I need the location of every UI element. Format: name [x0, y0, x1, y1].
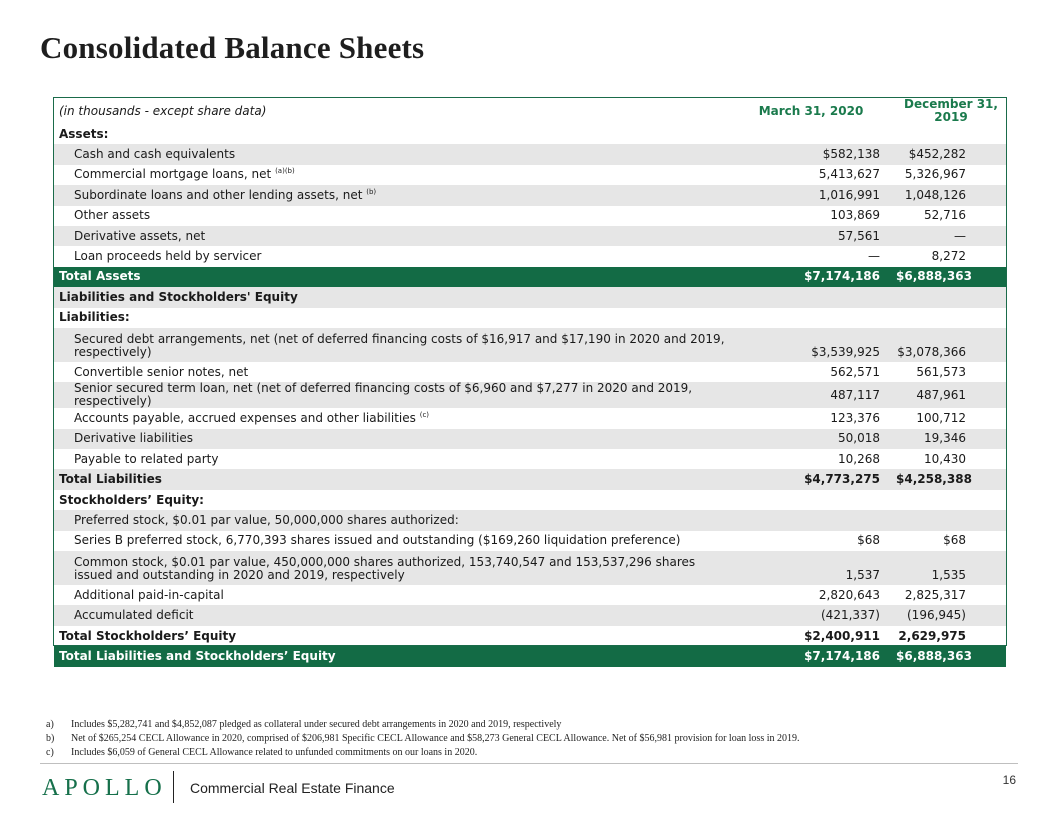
value-december-2019: 8,272	[931, 249, 966, 264]
value-december-2019: 2,629,975	[898, 628, 966, 643]
footnote-text: Includes $6,059 of General CECL Allowance related to unfunded commitments on our loans in 2020.	[71, 747, 478, 758]
footnote-text: Includes $5,282,741 and $4,852,087 pledged as collateral under secured debt arrangements in 2020 and 2019, respectively	[71, 719, 562, 730]
value-december-2019: 487,961	[896, 382, 1006, 408]
footnote-ref: (c)	[419, 410, 430, 419]
value-december-2019	[896, 287, 1006, 307]
footnotes	[46, 718, 800, 760]
table-row	[54, 246, 1006, 266]
row-label: Derivative assets, net	[54, 226, 726, 246]
table-row	[54, 429, 1006, 449]
value-december-2019: $6,888,363	[896, 646, 1006, 666]
value-december-2019: $452,282	[896, 144, 1006, 164]
row-label: Assets:	[59, 126, 109, 141]
value-march-2020: (421,337)	[726, 605, 896, 625]
value-march-2020: 1,016,991	[726, 185, 896, 205]
table-row	[54, 531, 1006, 551]
row-label: Other assets	[74, 208, 151, 223]
row-label: Payable to related party	[74, 451, 219, 466]
footnote-ref: (a)(b)	[275, 167, 295, 176]
value-march-2020: 57,561	[726, 226, 896, 246]
value-march-2020: $2,400,911	[804, 628, 880, 643]
table-row	[54, 585, 1006, 605]
value-december-2019	[896, 308, 1006, 328]
value-march-2020: $3,539,925	[726, 328, 896, 362]
value-march-2020: 123,376	[830, 410, 880, 425]
row-label: Accumulated deficit	[54, 605, 726, 625]
row-label: Total Liabilities and Stockholders’ Equity	[54, 646, 726, 666]
value-march-2020: $68	[857, 533, 880, 548]
row-label: Preferred stock, $0.01 par value, 50,000,000 shares authorized:	[54, 510, 726, 530]
value-december-2019: 19,346	[896, 429, 1006, 449]
row-label: Total Assets	[54, 267, 726, 287]
value-march-2020	[726, 510, 896, 530]
apollo-logo: APOLLO	[42, 775, 167, 801]
row-label: Stockholders’ Equity:	[59, 492, 204, 507]
value-march-2020: 2,820,643	[818, 587, 880, 602]
row-label: Subordinate loans and other lending assets, net $^{(b)}$	[54, 185, 726, 205]
footnote	[46, 732, 800, 746]
value-december-2019: 100,712	[916, 410, 966, 425]
value-december-2019: $6,888,363	[896, 267, 1006, 287]
table-body	[54, 124, 1006, 667]
value-march-2020	[726, 308, 896, 328]
row-label: Commercial mortgage loans, net $^{(a)(b)}$	[74, 167, 295, 182]
table-row	[54, 510, 1006, 530]
value-december-2019: 52,716	[924, 208, 966, 223]
table-row	[54, 490, 1006, 510]
row-label: Senior secured term loan, net (net of deferred financing costs of $6,960 and $7,277 in 2020 and 2019, respectively)	[54, 382, 726, 408]
table-row	[54, 551, 1006, 585]
footnote-text: Net of $265,254 CECL Allowance in 2020, comprised of $206,981 Specific CECL Allowance and $58,273 General CECL Allowance. Net of $56,981 provision for loan loss in 2019.	[71, 733, 800, 744]
value-december-2019: —	[896, 226, 1006, 246]
row-label: Secured debt arrangements, net (net of deferred financing costs of $16,917 and $17,190 in 2020 and 2019, respectively)	[54, 328, 726, 362]
value-december-2019: $4,258,388	[896, 469, 1006, 489]
row-label: Liabilities:	[59, 310, 130, 325]
balance-sheet-table-container	[53, 97, 1007, 663]
table-row	[54, 382, 1006, 408]
footnote-key: c)	[46, 747, 54, 758]
row-label: Loan proceeds held by servicer	[74, 249, 262, 264]
value-march-2020: $7,174,186	[726, 646, 896, 666]
value-march-2020	[726, 490, 896, 510]
footnote	[46, 746, 800, 760]
header-col-december-2019: December 31, 2019	[904, 97, 998, 124]
table-row	[54, 165, 1006, 185]
value-december-2019: 1,048,126	[896, 185, 1006, 205]
table-header-row	[54, 98, 1006, 124]
value-december-2019	[896, 510, 1006, 530]
value-march-2020: 1,537	[726, 551, 896, 585]
value-december-2019	[896, 490, 1006, 510]
row-label: Derivative liabilities	[54, 429, 726, 449]
value-december-2019: 2,825,317	[904, 587, 966, 602]
table-row	[54, 287, 1006, 307]
value-march-2020: 562,571	[830, 364, 880, 379]
table-row	[54, 408, 1006, 428]
row-label: Total Liabilities	[54, 469, 726, 489]
table-row	[54, 328, 1006, 362]
value-march-2020: 103,869	[830, 208, 880, 223]
table-row	[54, 226, 1006, 246]
value-march-2020: —	[868, 249, 880, 264]
footnote-key: a)	[46, 719, 54, 730]
row-label: Convertible senior notes, net	[74, 364, 249, 379]
table-row	[54, 646, 1006, 666]
value-december-2019: 561,573	[916, 364, 966, 379]
value-march-2020	[726, 124, 896, 144]
footnote	[46, 718, 800, 732]
table-row	[54, 605, 1006, 625]
value-march-2020: 10,268	[838, 451, 880, 466]
value-march-2020: 50,018	[726, 429, 896, 449]
table-row	[54, 308, 1006, 328]
row-label: Series B preferred stock, 6,770,393 shares issued and outstanding ($169,260 liquidation preference)	[74, 533, 681, 548]
value-march-2020: $7,174,186	[726, 267, 896, 287]
footnote-ref: (b)	[366, 187, 377, 196]
value-december-2019: 1,535	[896, 551, 1006, 585]
value-december-2019: (196,945)	[896, 605, 1006, 625]
value-march-2020: 5,413,627	[818, 167, 880, 182]
footnote-key: b)	[46, 733, 55, 744]
table-row	[54, 206, 1006, 226]
page-number: 16	[1002, 773, 1016, 787]
page-title: Consolidated Balance Sheets	[40, 30, 425, 65]
value-december-2019: 10,430	[924, 451, 966, 466]
header-label: (in thousands - except share data)	[59, 103, 267, 118]
row-label: Common stock, $0.01 par value, 450,000,000 shares authorized, 153,740,547 and 153,537,296 shares issued and outstanding in 2020 and 2019, respectively	[54, 551, 726, 585]
row-label: Accounts payable, accrued expenses and other liabilities $^{(c)}$	[74, 410, 430, 425]
value-december-2019: $68	[943, 533, 966, 548]
row-label: Liabilities and Stockholders' Equity	[54, 287, 726, 307]
row-label: Additional paid-in-capital	[74, 587, 224, 602]
table-row	[54, 185, 1006, 205]
value-december-2019: 5,326,967	[904, 167, 966, 182]
table-row	[54, 362, 1006, 382]
footer-divider	[40, 763, 1018, 764]
table-row	[54, 124, 1006, 144]
value-march-2020: 487,117	[726, 382, 896, 408]
table-row	[54, 449, 1006, 469]
value-december-2019: $3,078,366	[896, 328, 1006, 362]
table-row	[54, 626, 1006, 646]
value-march-2020: $582,138	[726, 144, 896, 164]
value-march-2020: $4,773,275	[726, 469, 896, 489]
header-col-march-2020: March 31, 2020	[758, 103, 864, 118]
table-row	[54, 267, 1006, 287]
table-row	[54, 469, 1006, 489]
row-label: Total Stockholders’ Equity	[59, 628, 237, 643]
balance-sheet-table	[54, 98, 1006, 667]
footer-vertical-divider	[173, 771, 174, 803]
footer-subtitle: Commercial Real Estate Finance	[190, 780, 395, 796]
value-march-2020	[726, 287, 896, 307]
table-row	[54, 144, 1006, 164]
row-label: Cash and cash equivalents	[54, 144, 726, 164]
value-december-2019	[896, 124, 1006, 144]
